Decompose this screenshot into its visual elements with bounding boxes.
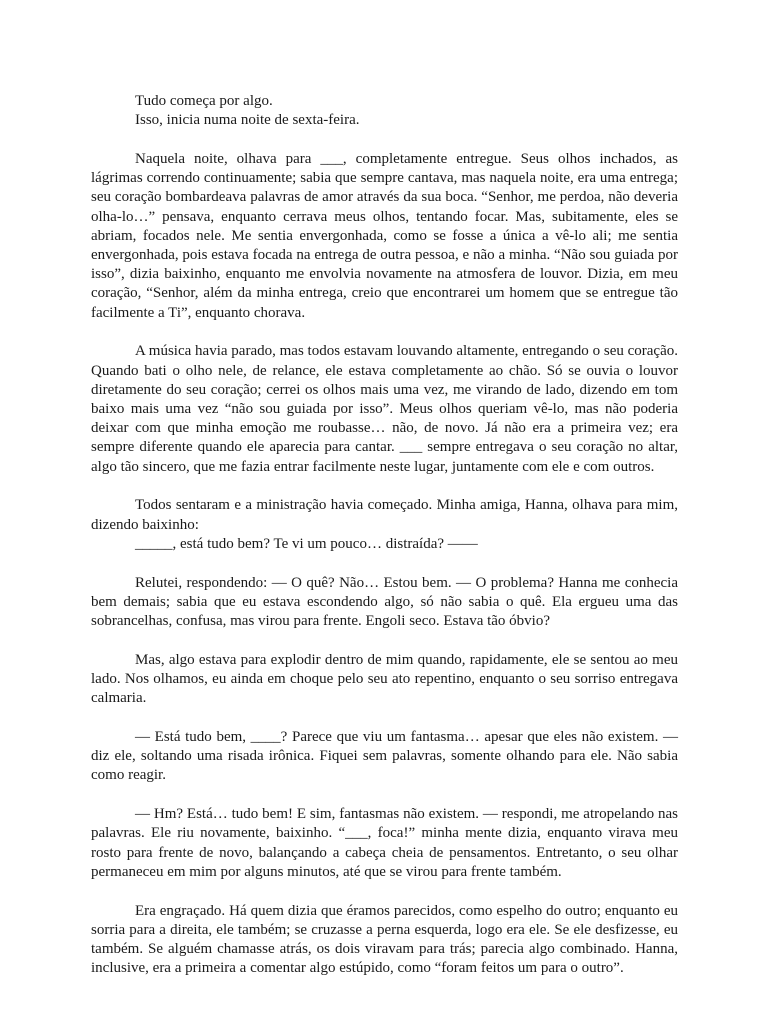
paragraph-6: — Está tudo bem, ____? Parece que viu um fantasma… apesar que eles não existem. — diz ele, soltando uma risada irônica. Fiquei sem palavras, somente olhando para ele. Não sabia como reagir. <box>91 729 678 784</box>
paragraph-3-line-1: Todos sentaram e a ministração havia começado. Minha amiga, Hanna, olhava para mim, dizendo baixinho: <box>91 497 678 533</box>
paragraph-2: A música havia parado, mas todos estavam louvando altamente, entregando o seu coração. Quando bati o olho nele, de relance, ele estava completamente ao chão. Só se ouvia o louvor diretamente do seu coração; cerrei os olhos mais uma vez, me virando de lado, dizendo em tom baixo mais uma vez “não sou guiada por isso”. Meus olhos queriam vê-lo, mas não poderia deixar com que minha emoção me roubasse… não, de novo. Já não era a primeira vez; era sempre diferente quando ele aparecia para cantar. ___ sempre entregava o seu coração no altar, algo tão sincero, que me fazia entrar facilmente neste lugar, juntamente com ele e com outros. <box>91 343 678 475</box>
paragraph-7: — Hm? Está… tudo bem! E sim, fantasmas não existem. — respondi, me atropelando nas palavras. Ele riu novamente, baixinho. “___, foca!” minha mente dizia, enquanto virava meu rosto para frente de novo, balançando a cabeça cheia de pensamentos. Entretanto, o seu olhar permaneceu em mim por alguns minutos, até que se virou para frente também. <box>91 806 678 880</box>
paragraph-3-dialogue: _____, está tudo bem? Te vi um pouco… distraída? —— <box>135 535 478 552</box>
paragraph-1: Naquela noite, olhava para ___, completamente entregue. Seus olhos inchados, as lágrimas correndo continuamente; sabia que sempre cantava, mas naquela noite, era uma entrega; seu coração bombardeava palavras de amor através da sua boca. “Senhor, me perdoa, não deveria olha-lo…” pensava, enquanto cerrava meus olhos, tentando focar. Mas, subitamente, eles se abriam, focados nele. Me sentia envergonhada, como se fosse a única a vê-lo ali; me sentia envergonhada, pois estava focada na entrega de outra pessoa, e não a minha. “Não sou guiada por isso”, dizia baixinho, enquanto me envolvia novamente na atmosfera de louvor. Dizia, em meu coração, “Senhor, além da minha entrega, creio que encontrarei um homem que se entregue tão facilmente a Ti”, enquanto chorava. <box>91 151 678 321</box>
document-body <box>91 92 678 998</box>
paragraph-8: Era engraçado. Há quem dizia que éramos parecidos, como espelho do outro; enquanto eu sorria para a direita, ele também; se cruzasse a perna esquerda, logo era ele. Se ele desfizesse, eu também. Se alguém chamasse atrás, os dois viravam para trás; parecia algo combinado. Hanna, inclusive, era a primeira a comentar algo estúpido, como “foram feitos um para o outro”. <box>91 902 678 977</box>
intro-line-2: Isso, inicia numa noite de sexta-feira. <box>135 112 360 129</box>
intro-line-1: Tudo começa por algo. <box>135 93 273 109</box>
paragraph-5: Mas, algo estava para explodir dentro de mim quando, rapidamente, ele se sentou ao meu lado. Nos olhamos, eu ainda em choque pelo seu ato repentino, enquanto o seu sorriso entregava calmaria. <box>91 651 678 707</box>
paragraph-4: Relutei, respondendo: — O quê? Não… Estou bem. — O problema? Hanna me conhecia bem demais; sabia que eu estava escondendo algo, só não sabia o quê. Ela ergueu uma das sobrancelhas, confusa, mas virou para frente. Engoli seco. Estava tão óbvio? <box>91 574 678 630</box>
